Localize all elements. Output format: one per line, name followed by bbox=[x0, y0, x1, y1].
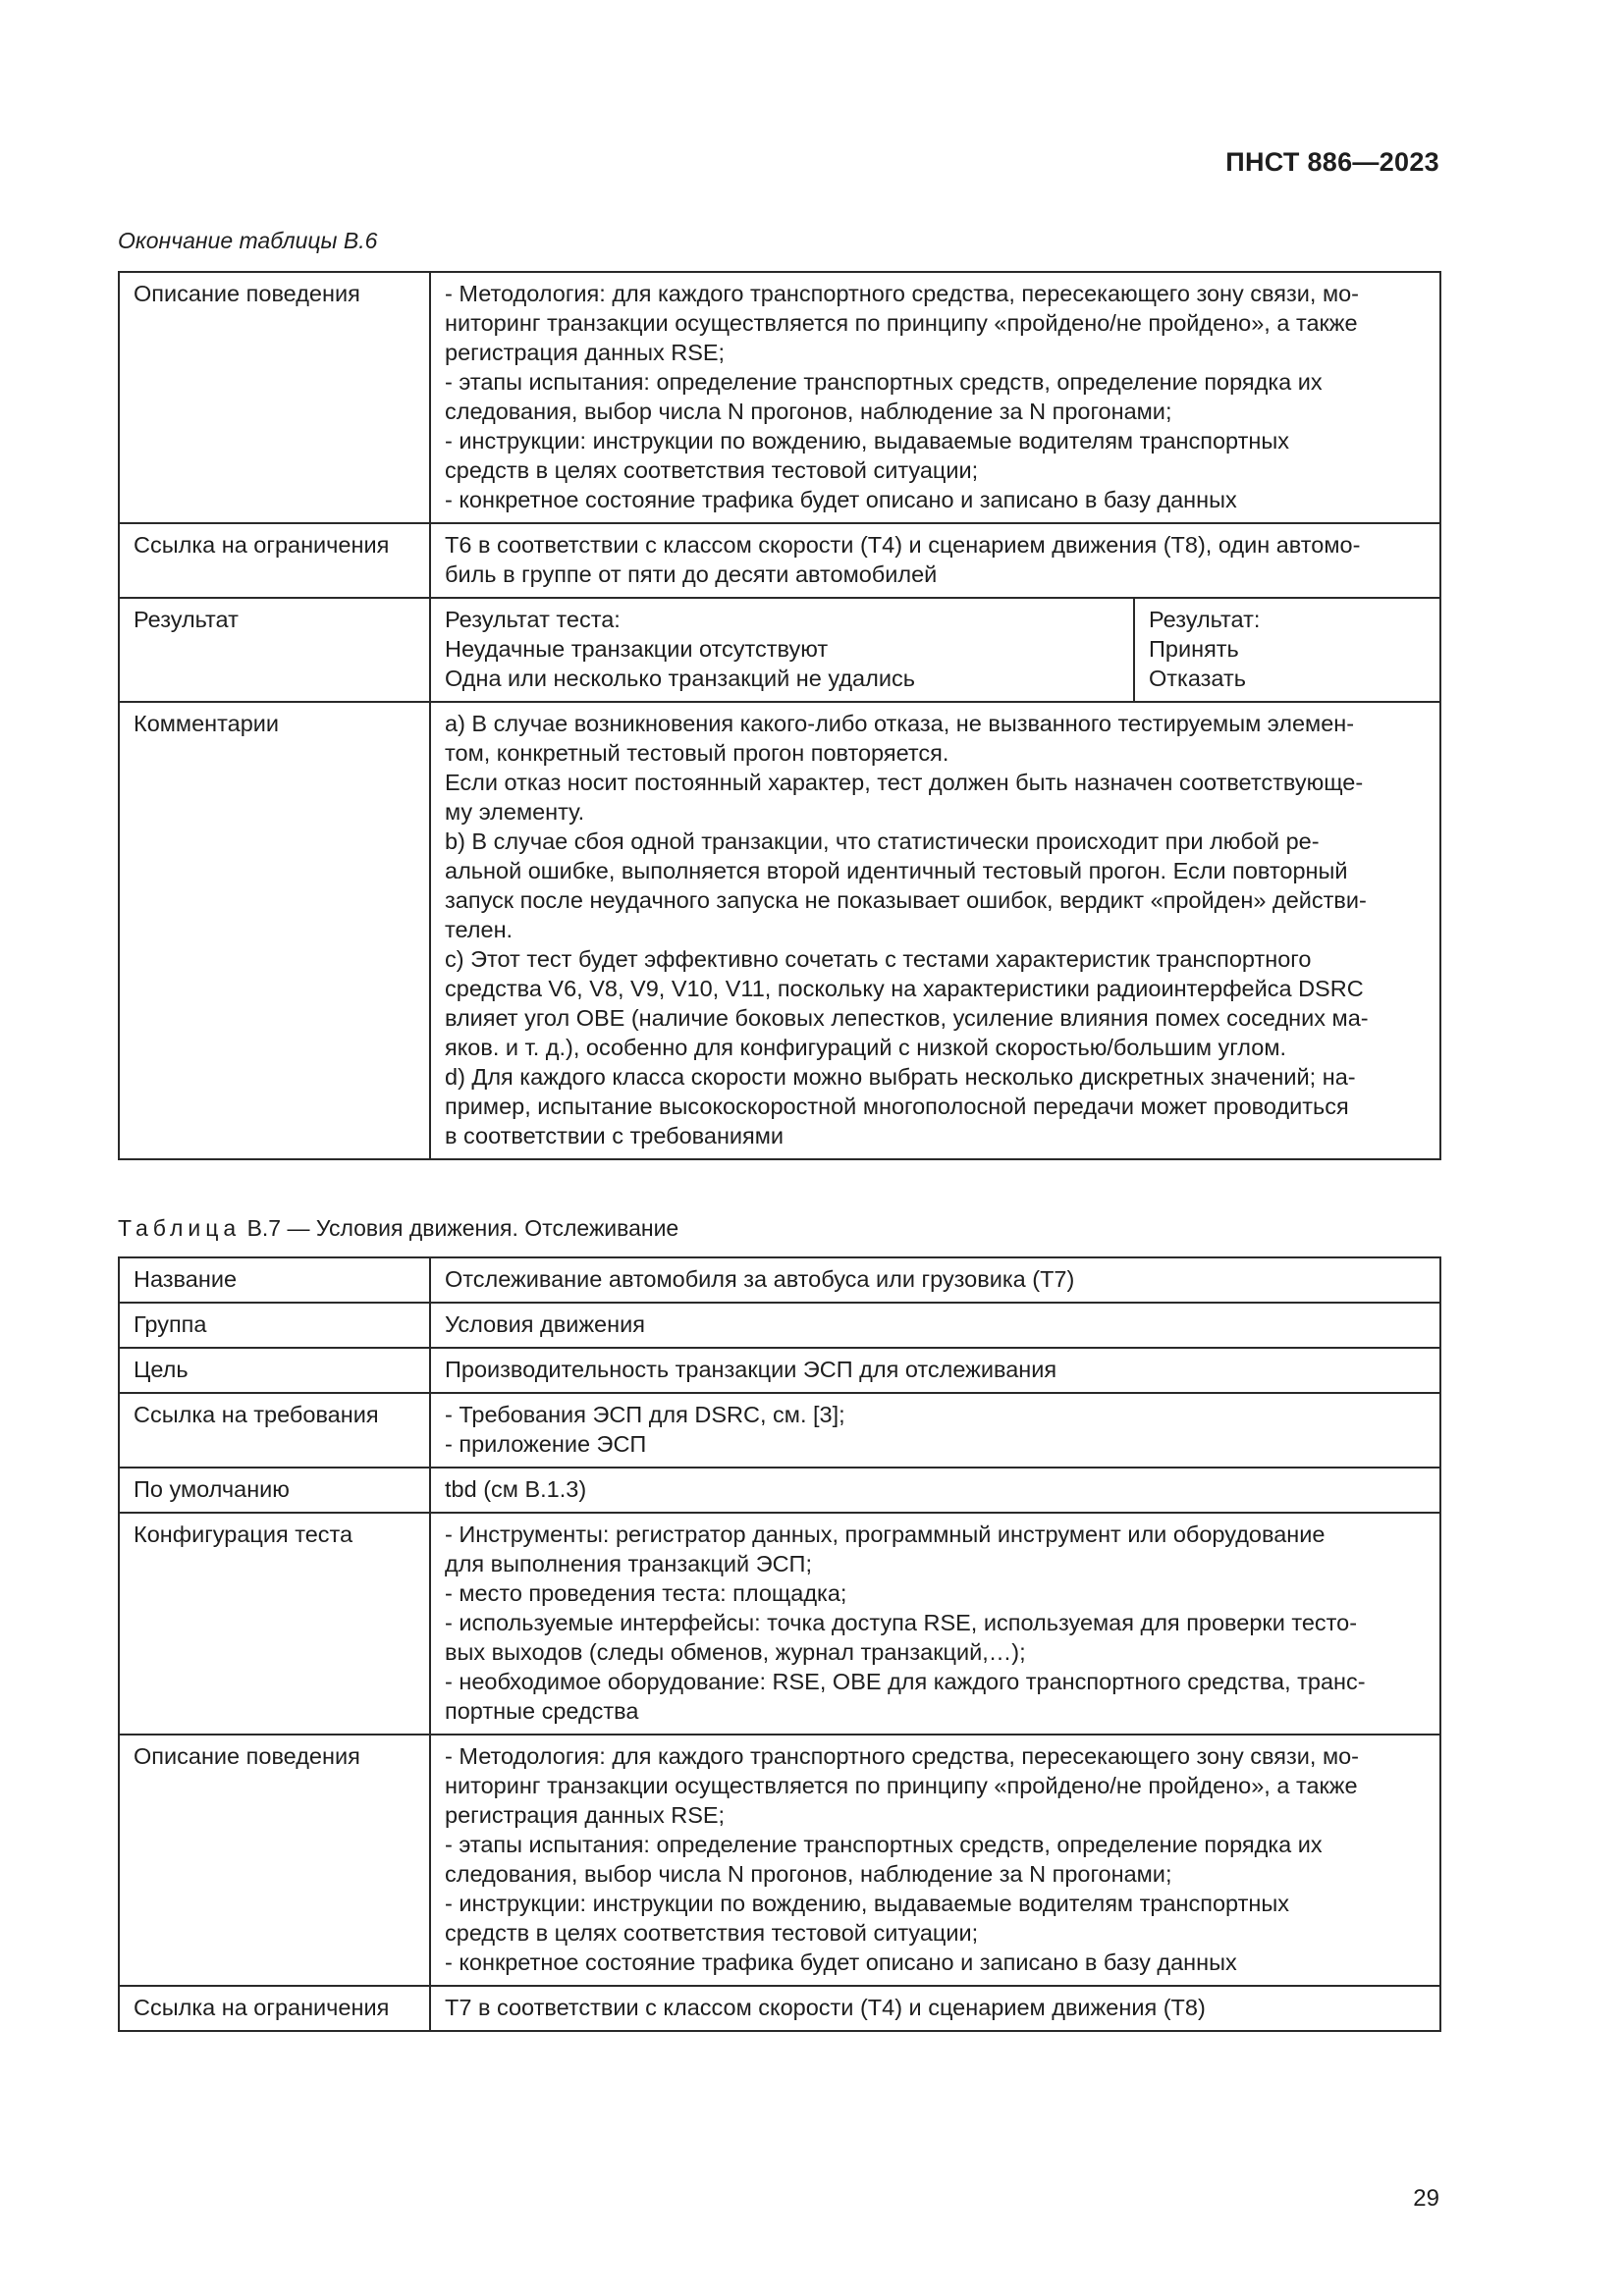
text-line: c) Этот тест будет эффективно сочетать с тестами характеристик транспортного bbox=[445, 946, 1312, 972]
row-label: Описание поведения bbox=[119, 1735, 430, 1986]
text-line: регистрация данных RSE; bbox=[445, 1802, 726, 1828]
table-6 bbox=[118, 271, 1441, 1160]
text-line: - инструкции: инструкции по вождению, выдаваемые водителям транспортных bbox=[445, 428, 1289, 454]
row-label: Группа bbox=[119, 1303, 430, 1348]
row-label: Ссылка на ограничения bbox=[119, 523, 430, 598]
text-line: a) В случае возникновения какого-либо отказа, не вызванного тестируемым элемен- bbox=[445, 711, 1355, 736]
text-line: пример, испытание высокоскоростной многополосной передачи может проводиться bbox=[445, 1094, 1349, 1119]
text-line: яков. и т. д.), особенно для конфигураций с низкой скоростью/большим углом. bbox=[445, 1035, 1287, 1060]
text-line: - конкретное состояние трафика будет описано и записано в базу данных bbox=[445, 1949, 1237, 1975]
text-line: - конкретное состояние трафика будет описано и записано в базу данных bbox=[445, 487, 1237, 512]
text-line: Т6 в соответствии с классом скорости (Т4) и сценарием движения (Т8), один автомо- bbox=[445, 532, 1361, 558]
text-line: - Методология: для каждого транспортного средства, пересекающего зону связи, мо- bbox=[445, 1743, 1360, 1769]
text-line: Т7 в соответствии с классом скорости (Т4) и сценарием движения (Т8) bbox=[445, 1995, 1206, 2020]
page-number: 29 bbox=[1413, 2185, 1439, 2212]
row-value bbox=[430, 272, 1440, 523]
text-line: средства V6, V8, V9, V10, V11, поскольку на характеристики радиоинтерфейса DSRC bbox=[445, 976, 1364, 1001]
text-line: следования, выбор числа N прогонов, наблюдение за N прогонами; bbox=[445, 1861, 1172, 1887]
text-line: - Требования ЭСП для DSRC, см. [3]; bbox=[445, 1402, 845, 1427]
document-code: ПНСТ 886—2023 bbox=[1225, 147, 1439, 177]
row-value bbox=[430, 1348, 1440, 1393]
text-line: запуск после неудачного запуска не показывает ошибок, вердикт «пройден» действи- bbox=[445, 887, 1367, 913]
text-line: биль в группе от пяти до десяти автомобилей bbox=[445, 561, 938, 587]
text-line: - этапы испытания: определение транспортных средств, определение порядка их bbox=[445, 369, 1323, 395]
row-label: По умолчанию bbox=[119, 1468, 430, 1513]
text-line: Одна или несколько транзакций не удались bbox=[445, 666, 915, 691]
text-line: - Инструменты: регистратор данных, программный инструмент или оборудование bbox=[445, 1522, 1326, 1547]
text-line: Если отказ носит постоянный характер, тест должен быть назначен соответствующе- bbox=[445, 770, 1364, 795]
table-row bbox=[119, 1513, 1440, 1735]
row-label: Цель bbox=[119, 1348, 430, 1393]
table-7 bbox=[118, 1256, 1441, 2032]
row-label: Конфигурация теста bbox=[119, 1513, 430, 1735]
text-line: b) В случае сбоя одной транзакции, что статистически происходит при любой ре- bbox=[445, 828, 1320, 854]
text-line: Отказать bbox=[1149, 666, 1246, 691]
caption-word: Таблица bbox=[118, 1215, 242, 1241]
text-line: средств в целях соответствия тестовой ситуации; bbox=[445, 457, 979, 483]
text-line: телен. bbox=[445, 917, 514, 942]
table-row bbox=[119, 598, 1440, 702]
table-row bbox=[119, 523, 1440, 598]
text-line: му элементу. bbox=[445, 799, 585, 825]
text-line: том, конкретный тестовый прогон повторяется. bbox=[445, 740, 949, 766]
row-value bbox=[430, 1393, 1440, 1468]
text-line: Результат теста: bbox=[445, 607, 621, 632]
row-value bbox=[430, 523, 1440, 598]
row-label: Ссылка на ограничения bbox=[119, 1986, 430, 2031]
table-row bbox=[119, 1468, 1440, 1513]
row-value bbox=[430, 1257, 1440, 1303]
text-line: tbd (см В.1.3) bbox=[445, 1476, 587, 1502]
text-line: - этапы испытания: определение транспортных средств, определение порядка их bbox=[445, 1832, 1323, 1857]
text-line: Производительность транзакции ЭСП для отслеживания bbox=[445, 1357, 1057, 1382]
text-line: портные средства bbox=[445, 1698, 639, 1724]
table-7-caption bbox=[118, 1215, 678, 1242]
text-line: - используемые интерфейсы: точка доступа RSE, используемая для проверки тесто- bbox=[445, 1610, 1358, 1635]
table-row bbox=[119, 1986, 1440, 2031]
table-row bbox=[119, 1303, 1440, 1348]
row-value bbox=[430, 1513, 1440, 1735]
text-line: Результат: bbox=[1149, 607, 1261, 632]
result-verdict-cell bbox=[1134, 598, 1440, 702]
table-6-caption: Окончание таблицы В.6 bbox=[118, 228, 378, 253]
text-line: - приложение ЭСП bbox=[445, 1431, 647, 1457]
text-line: вых выходов (следы обменов, журнал транзакций,…); bbox=[445, 1639, 1026, 1665]
text-line: средств в целях соответствия тестовой ситуации; bbox=[445, 1920, 979, 1946]
text-line: влияет угол OBE (наличие боковых лепестков, усиление влияния помех соседних ма- bbox=[445, 1005, 1369, 1031]
row-value bbox=[430, 1735, 1440, 1986]
table-row bbox=[119, 1393, 1440, 1468]
row-label: Название bbox=[119, 1257, 430, 1303]
text-line: Условия движения bbox=[445, 1311, 645, 1337]
text-line: в соответствии с требованиями bbox=[445, 1123, 785, 1148]
row-label: Описание поведения bbox=[119, 272, 430, 523]
row-label: Комментарии bbox=[119, 702, 430, 1159]
text-line: Принять bbox=[1149, 636, 1239, 662]
result-test-cell bbox=[430, 598, 1134, 702]
text-line: альной ошибке, выполняется второй идентичный тестовый прогон. Если повторный bbox=[445, 858, 1348, 883]
row-value bbox=[430, 1468, 1440, 1513]
row-label: Ссылка на требования bbox=[119, 1393, 430, 1468]
row-value bbox=[430, 702, 1440, 1159]
row-value bbox=[430, 1986, 1440, 2031]
text-line: - необходимое оборудование: RSE, OBE для каждого транспортного средства, транс- bbox=[445, 1669, 1366, 1694]
text-line: ниторинг транзакции осуществляется по принципу «пройдено/не пройдено», а также bbox=[445, 1773, 1358, 1798]
text-line: для выполнения транзакций ЭСП; bbox=[445, 1551, 812, 1576]
text-line: Неудачные транзакции отсутствуют bbox=[445, 636, 829, 662]
text-line: - инструкции: инструкции по вождению, выдаваемые водителям транспортных bbox=[445, 1891, 1289, 1916]
text-line: следования, выбор числа N прогонов, наблюдение за N прогонами; bbox=[445, 399, 1172, 424]
text-line: d) Для каждого класса скорости можно выбрать несколько дискретных значений; на- bbox=[445, 1064, 1356, 1090]
text-line: регистрация данных RSE; bbox=[445, 340, 726, 365]
table-row bbox=[119, 1735, 1440, 1986]
text-line: ниторинг транзакции осуществляется по принципу «пройдено/не пройдено», а также bbox=[445, 310, 1358, 336]
table-row bbox=[119, 702, 1440, 1159]
text-line: - Методология: для каждого транспортного средства, пересекающего зону связи, мо- bbox=[445, 281, 1360, 306]
text-line: - место проведения теста: площадка; bbox=[445, 1580, 847, 1606]
table-row bbox=[119, 1257, 1440, 1303]
table-row bbox=[119, 1348, 1440, 1393]
text-line: Отслеживание автомобиля за автобуса или грузовика (Т7) bbox=[445, 1266, 1075, 1292]
table-row bbox=[119, 272, 1440, 523]
row-value bbox=[430, 1303, 1440, 1348]
row-label: Результат bbox=[119, 598, 430, 702]
caption-title: В.7 — Условия движения. Отслеживание bbox=[241, 1215, 679, 1241]
